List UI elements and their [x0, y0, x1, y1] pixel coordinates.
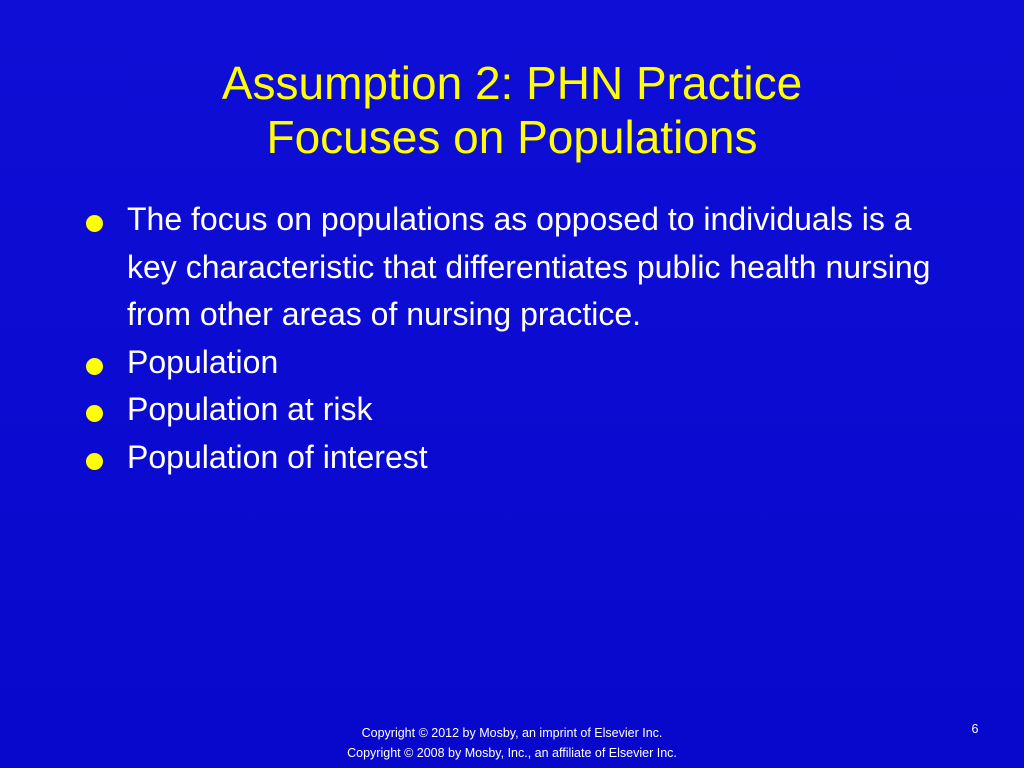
bullet-text: Population at risk	[127, 391, 373, 427]
page-number: 6	[971, 722, 979, 736]
title-line-1: Assumption 2: PHN Practice	[221, 57, 803, 109]
bullet-text: Population	[127, 343, 279, 380]
bullet-dot-icon	[86, 405, 103, 422]
bullet-dot-icon	[86, 453, 103, 470]
bullet-dot-icon	[86, 215, 103, 232]
bullet-item	[86, 196, 946, 339]
slide-title	[100, 56, 924, 164]
bullet-text: Population of interest	[127, 438, 428, 475]
bullet-item	[86, 386, 946, 434]
bullet-text: The focus on populations as opposed to individuals is a key characteristic that differentiates public health nursing from other areas of nursing practice.	[127, 201, 931, 332]
title-line-2: Focuses on Populations	[266, 111, 758, 163]
copyright-line-2: Copyright © 2008 by Mosby, Inc., an affiliate of Elsevier Inc.	[347, 746, 677, 760]
copyright-footer	[262, 723, 762, 763]
bullet-dot-icon	[86, 358, 103, 375]
bullet-item	[86, 339, 946, 387]
bullet-item	[86, 434, 946, 482]
bullet-list	[86, 196, 946, 481]
copyright-line-1: Copyright © 2012 by Mosby, an imprint of Elsevier Inc.	[361, 726, 663, 740]
